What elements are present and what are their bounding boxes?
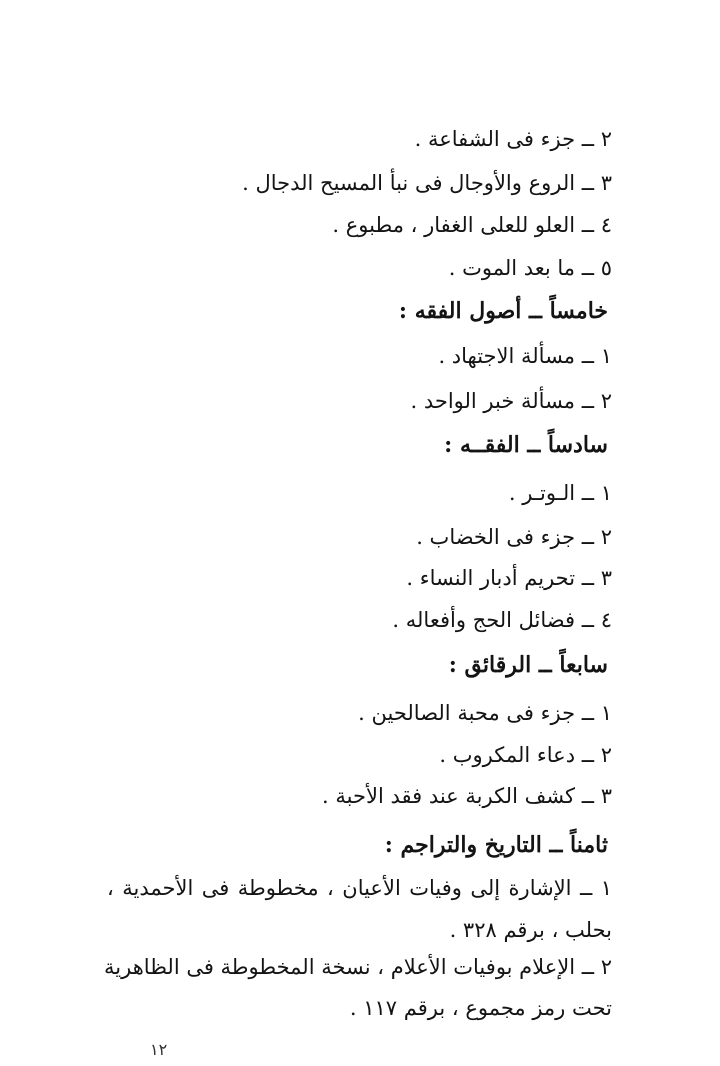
- item-line: ٢ ــ دعاء المكروب .: [439, 743, 612, 767]
- item-line: ٢ ــ جزء فى الخضاب .: [416, 525, 612, 549]
- section-heading: سابعاً ــ الرقائق :: [448, 652, 608, 678]
- item-line: ٢ ــ مسألة خبر الواحد .: [410, 389, 612, 413]
- item-line-continuation: تحت رمز مجموع ، برقم ١١٧ .: [349, 996, 612, 1020]
- item-line: ٢ ــ جزء فى الشفاعة .: [414, 127, 612, 151]
- section-heading: سادساً ــ الفقــه :: [444, 432, 608, 458]
- item-line: ١ ــ الـوتـر .: [508, 481, 612, 505]
- item-line: ٣ ــ تحريم أدبار النساء .: [406, 566, 612, 590]
- item-line: ٥ ــ ما بعد الموت .: [448, 256, 612, 280]
- section-heading: ثامناً ــ التاريخ والتراجم :: [384, 832, 608, 858]
- item-line-continuation: بحلب ، برقم ٣٢٨ .: [449, 918, 612, 942]
- item-line: ٢ ــ الإعلام بوفيات الأعلام ، نسخة المخطوطة فى الظاهرية: [104, 955, 612, 979]
- item-line: ٤ ــ فضائل الحج وأفعاله .: [392, 608, 612, 632]
- item-line: ١ ــ الإشارة إلى وفيات الأعيان ، مخطوطة فى الأحمدية ،: [107, 876, 612, 900]
- page-number: ١٢: [150, 1040, 168, 1059]
- section-heading: خامساً ــ أصول الفقه :: [398, 298, 608, 324]
- item-line: ١ ــ جزء فى محبة الصالحين .: [358, 701, 612, 725]
- item-line: ٣ ــ كشف الكربة عند فقد الأحبة .: [322, 784, 612, 808]
- item-line: ١ ــ مسألة الاجتهاد .: [438, 344, 612, 368]
- item-line: ٤ ــ العلو للعلى الغفار ، مطبوع .: [332, 213, 612, 237]
- item-line: ٣ ــ الروع والأوجال فى نبأ المسيح الدجال .: [242, 171, 612, 195]
